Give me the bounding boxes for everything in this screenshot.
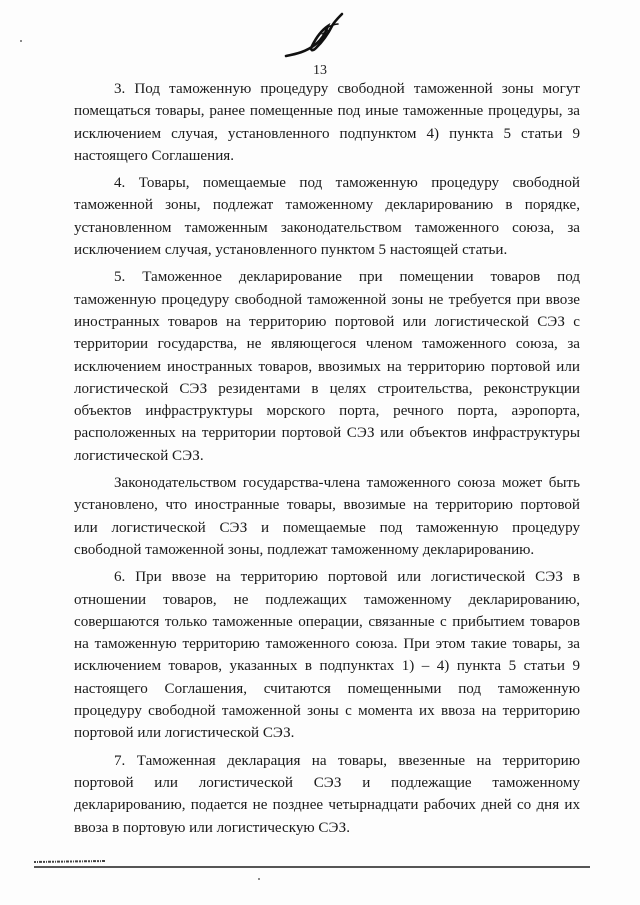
paragraph-7: 7. Таможенная декларация на товары, ввезенные на территорию портовой или логистической СЭЗ и подлежащие таможенному декларированию, подается не позднее четырнадцати рабочих дней со дня их ввоза в портовую или логистическую СЭЗ. xyxy=(74,752,580,836)
document-body xyxy=(74,78,580,844)
paragraph-6: 6. При ввозе на территорию портовой или логистической СЭЗ в отношении товаров, не подлежащих таможенному декларированию, совершаются только таможенные операции, связанные с прибытием товаров на таможенную территорию таможенного союза. При этом такие товары, за исключением товаров, указанных в подпунктах 1) – 4) пункта 5 статьи 9 настоящего Соглашения, считаются помещенными под таможенную процедуру свободной таможенной зоны с момента их ввоза на территорию портовой или логистической СЭЗ. xyxy=(74,569,580,742)
page-number: 13 xyxy=(313,63,327,78)
paragraph-4: 4. Товары, помещаемые под таможенную процедуру свободной таможенной зоны, подлежат таможенному декларированию в порядке, установленном таможенным законодательством таможенного союза, за исключением случая, установленного пунктом 5 настоящей статьи. xyxy=(74,175,580,259)
scan-speck xyxy=(258,878,260,880)
paragraph-5: 5. Таможенное декларирование при помещении товаров под таможенную процедуру свободной таможенной зоны не требуется при ввозе иностранных товаров на территорию портовой или логистической СЭЗ с территории государства, не являющегося членом таможенного союза, за исключением иностранных товаров, ввозимых на территорию портовой или логистической СЭЗ резидентами в целях строительства, реконструкции объектов инфраструктуры морского порта, речного порта, аэропорта, расположенных на территории портовой СЭЗ или объектов инфраструктуры логистической СЭЗ. xyxy=(74,269,580,464)
page-edge-line xyxy=(34,866,590,868)
handwritten-initials-mark xyxy=(282,8,346,60)
scan-speck xyxy=(20,40,22,42)
paragraph-3: 3. Под таможенную процедуру свободной таможенной зоны могут помещаться товары, ранее помещенные под иные таможенные процедуры, за исключением случая, установленного подпунктом 4) пункта 5 статьи 9 настоящего Соглашения. xyxy=(74,81,580,164)
scan-artifact xyxy=(34,859,106,864)
paragraph-5-continuation: Законодательством государства-члена таможенного союза может быть установлено, что иностранные товары, ввозимые на территорию портовой или логистической СЭЗ и помещаемые под таможенную процедуру свободной таможенной зоны, подлежат таможенному декларированию. xyxy=(74,475,580,558)
